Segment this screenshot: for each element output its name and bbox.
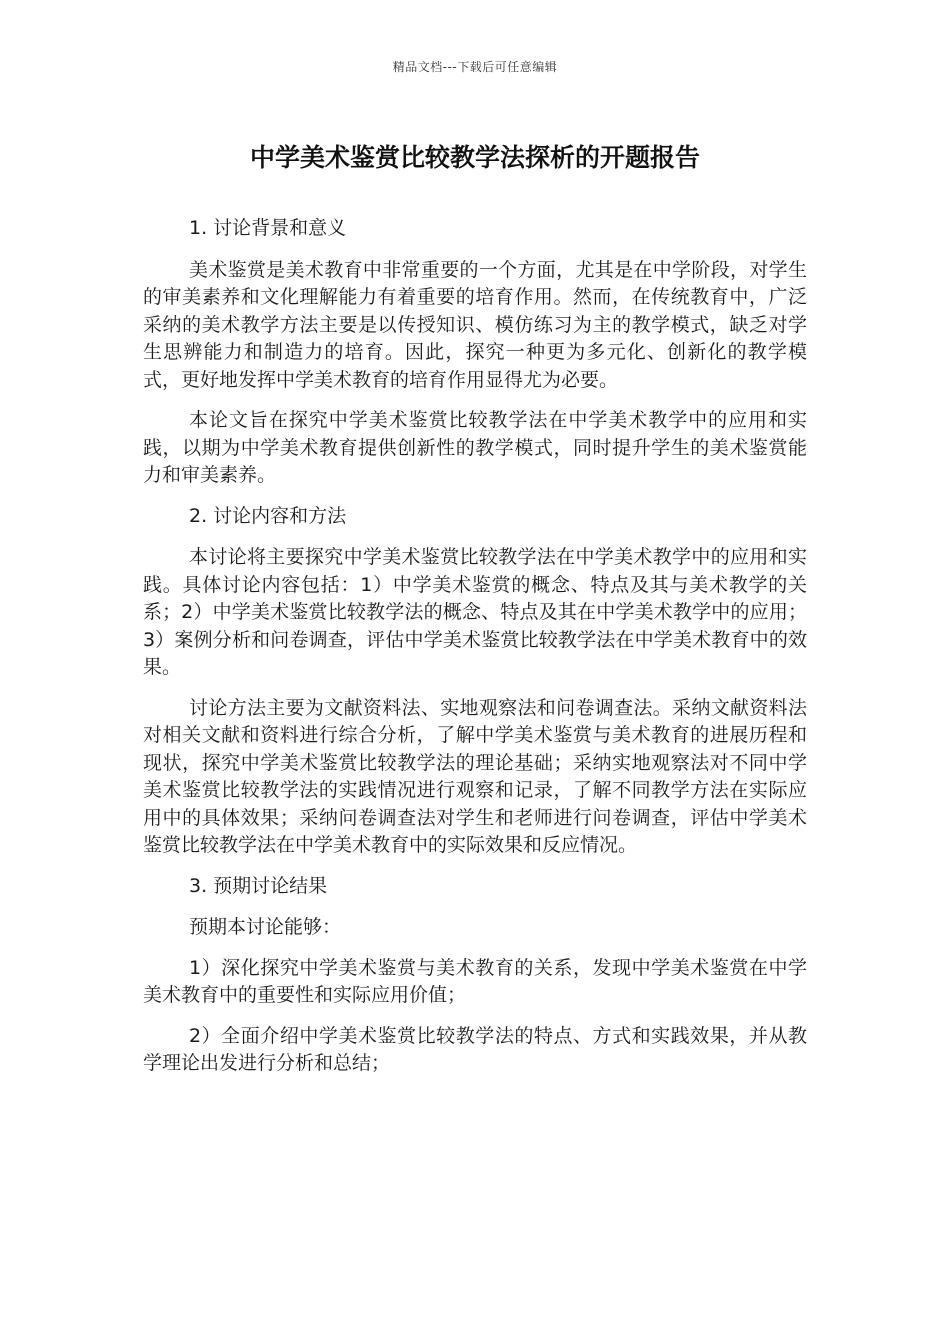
paragraph-expected-intro: 预期本讨论能够： bbox=[189, 916, 342, 938]
paragraph-background: 美术鉴赏是美术教育中非常重要的一个方面，尤其是在中学阶段，对学生的审美素养和文化理解能力有着重要的培育作用。然而，在传统教育中，广泛采纳的美术教学方法主要是以传授知识、模仿练习为主的教学模式，缺乏对学生思辨能力和制造力的培育。因此，探究一种更为多元化、创新化的教学模式，更好地发挥中学美术教育的培育作用显得尤为必要。 bbox=[143, 258, 807, 391]
paragraph-content: 本讨论将主要探究中学美术鉴赏比较教学法在中学美术教学中的应用和实践。具体讨论内容包括：1）中学美术鉴赏的概念、特点及其与美术教学的关系；2）中学美术鉴赏比较教学法的概念、特点及其在中学美术教学中的应用；3）案例分析和问卷调查，评估中学美术鉴赏比较教学法在中学美术教育中的效果。 bbox=[143, 546, 807, 678]
section-heading-1: 1. 讨论背景和意义 bbox=[189, 217, 347, 239]
paragraph-methods: 讨论方法主要为文献资料法、实地观察法和问卷调查法。采纳文献资料法对相关文献和资料进行综合分析，了解中学美术鉴赏与美术教育的进展历程和现状，探究中学美术鉴赏比较教学法的理论基础；采纳实地观察法对不同中学美术鉴赏比较教学法的实践情况进行观察和记录，了解不同教学方法在实际应用中的具体效果；采纳问卷调查法对学生和老师进行问卷调查，评估中学美术鉴赏比较教学法在中学美术教育中的实际效果和反应情况。 bbox=[143, 696, 807, 856]
section-heading-2: 2. 讨论内容和方法 bbox=[189, 504, 347, 527]
page-header: 精品文档---下载后可任意编辑 bbox=[392, 60, 558, 74]
paragraph-purpose: 本论文旨在探究中学美术鉴赏比较教学法在中学美术教学中的应用和实践，以期为中学美术教育提供创新性的教学模式，同时提升学生的美术鉴赏能力和审美素养。 bbox=[143, 409, 807, 486]
paragraph-expected-1: 1）深化探究中学美术鉴赏与美术教育的关系，发现中学美术鉴赏在中学美术教育中的重要性和实际应用价值； bbox=[143, 956, 807, 1006]
paragraph-expected-2: 2）全面介绍中学美术鉴赏比较教学法的特点、方式和实践效果，并从教学理论出发进行分析和总结； bbox=[143, 1024, 807, 1074]
section-heading-3: 3. 预期讨论结果 bbox=[189, 874, 328, 897]
document-title: 中学美术鉴赏比较教学法探析的开题报告 bbox=[249, 143, 700, 172]
document-body bbox=[143, 215, 807, 1091]
